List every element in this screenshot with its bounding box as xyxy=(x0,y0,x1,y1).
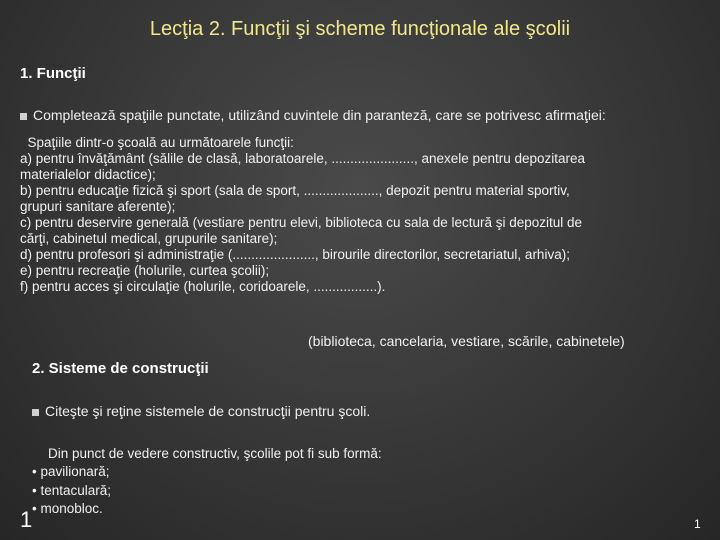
section1-instruction: Completează spaţiile punctate, utilizând cuvintele din paranteză, care se potrivesc afirmaţiei: xyxy=(33,107,606,123)
section2-instruction: Citeşte şi reţine sistemele de construcţii pentru şcoli. xyxy=(45,403,371,419)
construction-item: • monobloc. xyxy=(32,501,103,516)
slide-title: Lecţia 2. Funcţii şi scheme funcţionale ale şcolii xyxy=(149,18,571,40)
functions-line: cărţi, cabinetul medical, grupurile sanitare); xyxy=(20,231,278,246)
construction-intro: Din punct de vedere constructiv, şcolile pot fi sub formă: xyxy=(48,446,382,461)
functions-line: Spaţiile dintr-o şcoală au următoarele funcţii: xyxy=(20,135,294,150)
construction-item: • pavilionară; xyxy=(32,464,110,479)
section1-instruction-row xyxy=(20,107,606,123)
page-number: 1 xyxy=(694,517,701,531)
section2-instruction-row xyxy=(32,403,370,419)
slide-number-left: 1 xyxy=(20,507,33,532)
square-bullet-icon xyxy=(20,113,27,120)
functions-line: f) pentru acces şi circulaţie (holurile, coridoarele, .................). xyxy=(20,279,386,294)
word-options: (biblioteca, cancelaria, vestiare, scările, cabinetele) xyxy=(308,333,625,349)
functions-line: materialelor didactice); xyxy=(20,167,156,182)
functions-line: c) pentru deservire generală (vestiare pentru elevi, biblioteca cu sala de lectură şi depozitul de xyxy=(20,215,583,230)
functions-line: d) pentru profesori şi administraţie (......................, birourile directorilor, secretariatul, arhiva); xyxy=(20,247,570,262)
square-bullet-icon xyxy=(32,409,39,416)
functions-line: b) pentru educaţie fizică şi sport (sala de sport, ...................., depozit pentru material sportiv, xyxy=(20,183,570,198)
functions-paragraph xyxy=(20,135,697,295)
functions-line: a) pentru învăţământ (sălile de clasă, laboratoarele, ......................, anexele pentru depozitarea xyxy=(20,151,586,166)
construction-item: • tentaculară; xyxy=(32,483,112,498)
section1-heading: 1. Funcţii xyxy=(20,65,86,82)
functions-line: e) pentru recreaţie (holurile, curtea şcolii); xyxy=(20,263,270,278)
functions-line: grupuri sanitare aferente); xyxy=(20,199,176,214)
section2-heading: 2. Sisteme de construcţii xyxy=(32,360,209,377)
